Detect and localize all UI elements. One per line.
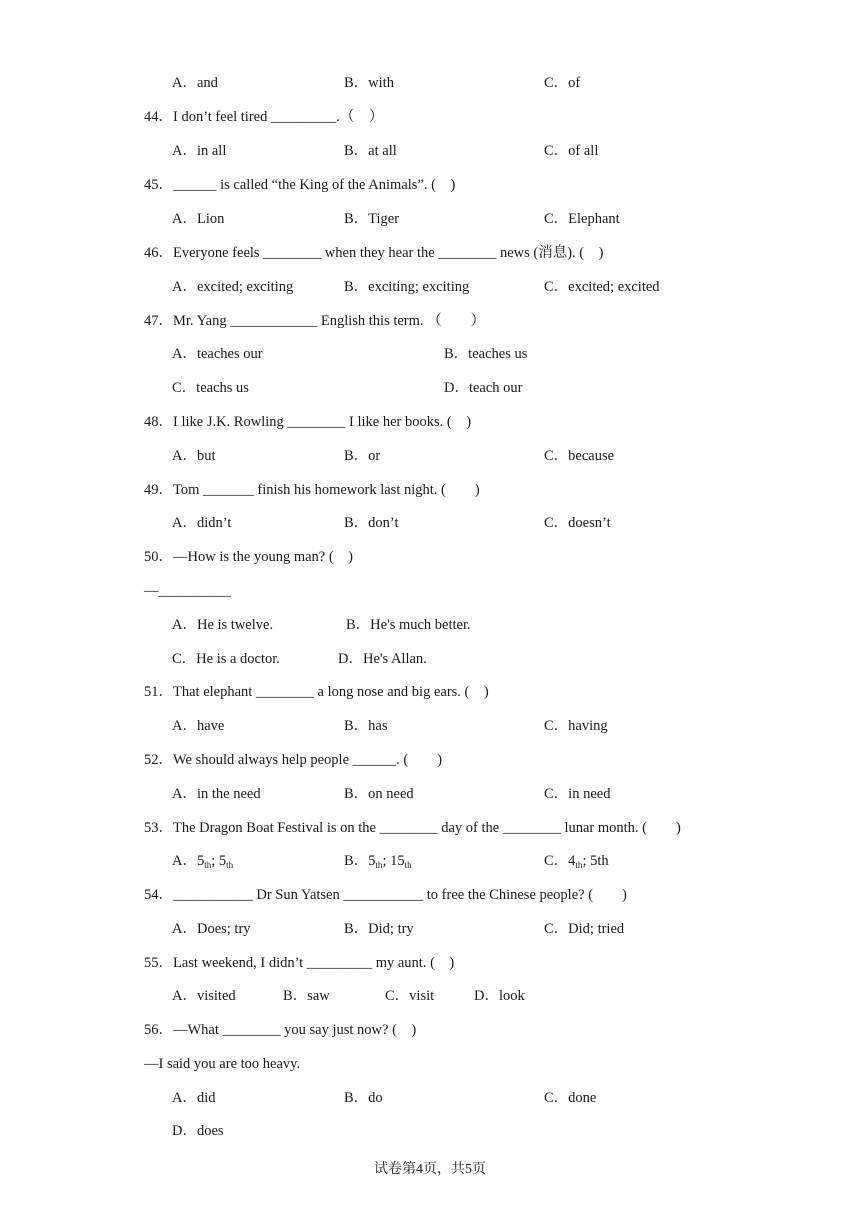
option-56-d: D．does bbox=[172, 1123, 224, 1139]
answer-line-50: —__________ bbox=[144, 583, 231, 599]
option-49-a: A．didn’t bbox=[172, 515, 232, 531]
option-53-a: A．5th; 5th bbox=[172, 853, 234, 870]
option-52-b: B．on need bbox=[344, 786, 414, 802]
option-47-d: D．teach our bbox=[444, 380, 523, 396]
option-52-c: C．in need bbox=[544, 786, 611, 802]
option-47-a: A．teaches our bbox=[172, 346, 263, 362]
option-55-d: D．look bbox=[474, 988, 525, 1004]
option-54-b: B．Did; try bbox=[344, 921, 414, 937]
option-54-a: A．Does; try bbox=[172, 921, 251, 937]
question-53: 53．The Dragon Boat Festival is on the ________ day of the ________ lunar month. ( ) bbox=[144, 820, 681, 836]
option-48-c: C．because bbox=[544, 448, 615, 464]
option-49-b: B．don’t bbox=[344, 515, 399, 531]
option-45-c: C．Elephant bbox=[544, 211, 620, 227]
question-46: 46．Everyone feels ________ when they hear the ________ news (消息). ( ) bbox=[144, 245, 604, 261]
question-47: 47．Mr. Yang ____________ English this term. （ ） bbox=[144, 313, 486, 329]
option-53-c: C．4th; 5th bbox=[544, 853, 609, 870]
option-50-b: B．He's much better. bbox=[346, 617, 471, 633]
ordinal-suffix: th bbox=[226, 860, 234, 870]
option-55-b: B．saw bbox=[283, 988, 330, 1004]
option-51-a: A．have bbox=[172, 718, 225, 734]
option-45-a: A．Lion bbox=[172, 211, 225, 227]
option-43-c: C．of bbox=[544, 75, 581, 91]
option-44-b: B．at all bbox=[344, 143, 397, 159]
question-54: 54．___________ Dr Sun Yatsen ___________ to free the Chinese people? ( ) bbox=[144, 887, 627, 903]
option-44-c: C．of all bbox=[544, 143, 599, 159]
ordinal-suffix: th bbox=[404, 860, 412, 870]
option-55-a: A．visited bbox=[172, 988, 236, 1004]
option-49-c: C．doesn’t bbox=[544, 515, 611, 531]
ordinal-suffix: th bbox=[375, 860, 383, 870]
question-52: 52．We should always help people ______. ( ) bbox=[144, 752, 443, 768]
question-48: 48．I like J.K. Rowling ________ I like her books. ( ) bbox=[144, 414, 472, 430]
ordinal-suffix: th bbox=[204, 860, 212, 870]
option-47-b: B．teaches us bbox=[444, 346, 528, 362]
option-46-b: B．exciting; exciting bbox=[344, 279, 470, 295]
option-50-a: A．He is twelve. bbox=[172, 617, 274, 633]
question-50: 50．—How is the young man? ( ) bbox=[144, 549, 354, 565]
option-53-b: B．5th; 15th bbox=[344, 853, 412, 870]
option-54-c: C．Did; tried bbox=[544, 921, 625, 937]
option-48-a: A．but bbox=[172, 448, 216, 464]
question-56: 56．—What ________ you say just now? ( ) bbox=[144, 1022, 417, 1038]
option-50-c: C．He is a doctor. bbox=[172, 651, 280, 667]
question-55: 55．Last weekend, I didn’t _________ my aunt. ( ) bbox=[144, 955, 455, 971]
option-43-b: B．with bbox=[344, 75, 394, 91]
option-55-c: C．visit bbox=[385, 988, 435, 1004]
option-43-a: A．and bbox=[172, 75, 218, 91]
option-46-a: A．excited; exciting bbox=[172, 279, 294, 295]
question-44: 44．I don’t feel tired _________.（ ） bbox=[144, 109, 384, 125]
option-51-b: B．has bbox=[344, 718, 388, 734]
option-56-a: A．did bbox=[172, 1090, 216, 1106]
option-47-c: C．teachs us bbox=[172, 380, 249, 396]
option-51-c: C．having bbox=[544, 718, 608, 734]
option-56-b: B．do bbox=[344, 1090, 383, 1106]
page-footer: 试卷第4页，共5页 bbox=[374, 1162, 486, 1177]
option-45-b: B．Tiger bbox=[344, 211, 400, 227]
option-48-b: B．or bbox=[344, 448, 381, 464]
option-50-d: D．He's Allan. bbox=[338, 651, 427, 667]
question-49: 49．Tom _______ finish his homework last night. ( ) bbox=[144, 482, 480, 498]
question-51: 51．That elephant ________ a long nose and big ears. ( ) bbox=[144, 684, 489, 700]
ordinal-suffix: th bbox=[575, 860, 583, 870]
option-56-c: C．done bbox=[544, 1090, 597, 1106]
option-46-c: C．excited; excited bbox=[544, 279, 660, 295]
answer-line-56: —I said you are too heavy. bbox=[144, 1056, 301, 1072]
option-44-a: A．in all bbox=[172, 143, 227, 159]
option-52-a: A．in the need bbox=[172, 786, 261, 802]
question-45: 45．______ is called “the King of the Animals”. ( ) bbox=[144, 177, 456, 193]
